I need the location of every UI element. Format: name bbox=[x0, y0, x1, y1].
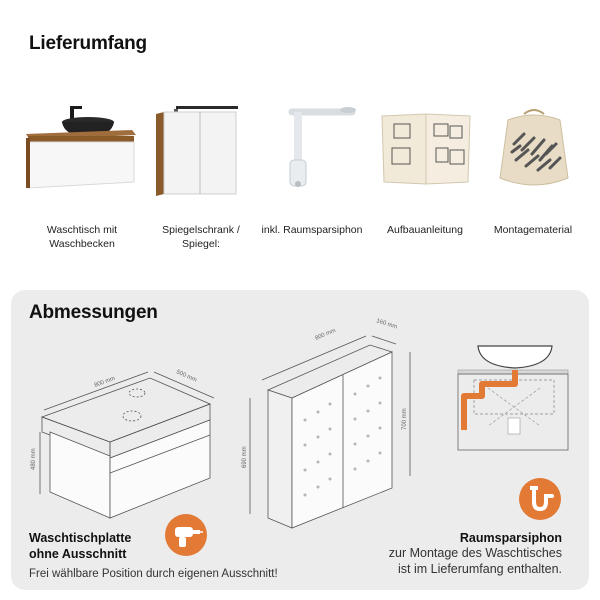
siphon-note-line1: zur Montage des Waschtisches bbox=[388, 546, 562, 560]
item-label-siphon: inkl. Raumsparsiphon bbox=[261, 224, 363, 236]
item-label-vanity: Waschtisch mit Waschbecken bbox=[46, 224, 118, 250]
vanity-drawing bbox=[40, 372, 214, 518]
vanity-width-label: 800 mm bbox=[93, 375, 117, 389]
cabinet-height-front-label: 690 mm bbox=[242, 446, 248, 468]
item-label-mirror-cabinet: Spiegelschrank / Spiegel: bbox=[162, 224, 240, 250]
siphon-schematic bbox=[458, 346, 568, 450]
section-title-abmessungen: Abmessungen bbox=[29, 302, 158, 323]
cabinet-drawing bbox=[250, 336, 410, 528]
siphon-note-line2: ist im Lieferumfang enthalten. bbox=[398, 562, 562, 576]
tabletop-caption-line1: Waschtischplatte bbox=[29, 531, 132, 545]
drill-icon bbox=[165, 514, 207, 556]
item-label-hardware: Montagematerial bbox=[493, 224, 573, 236]
cabinet-height-outer-label: 700 mm bbox=[402, 408, 408, 430]
item-label-instructions: Aufbauanleitung bbox=[387, 224, 463, 236]
cabinet-width-label: 800 mm bbox=[314, 327, 337, 342]
vanity-depth-label: 500 mm bbox=[175, 369, 198, 384]
vanity-height-label: 480 mm bbox=[31, 448, 37, 470]
cabinet-depth-label: 160 mm bbox=[375, 318, 398, 331]
siphon-icon bbox=[519, 478, 561, 520]
tabletop-note: Frei wählbare Position durch eigenen Ausschnitt! bbox=[29, 568, 278, 580]
tabletop-caption-line2: ohne Ausschnitt bbox=[29, 547, 127, 561]
siphon-caption: Raumsparsiphon bbox=[459, 531, 562, 545]
section-title-lieferumfang: Lieferumfang bbox=[29, 33, 147, 54]
